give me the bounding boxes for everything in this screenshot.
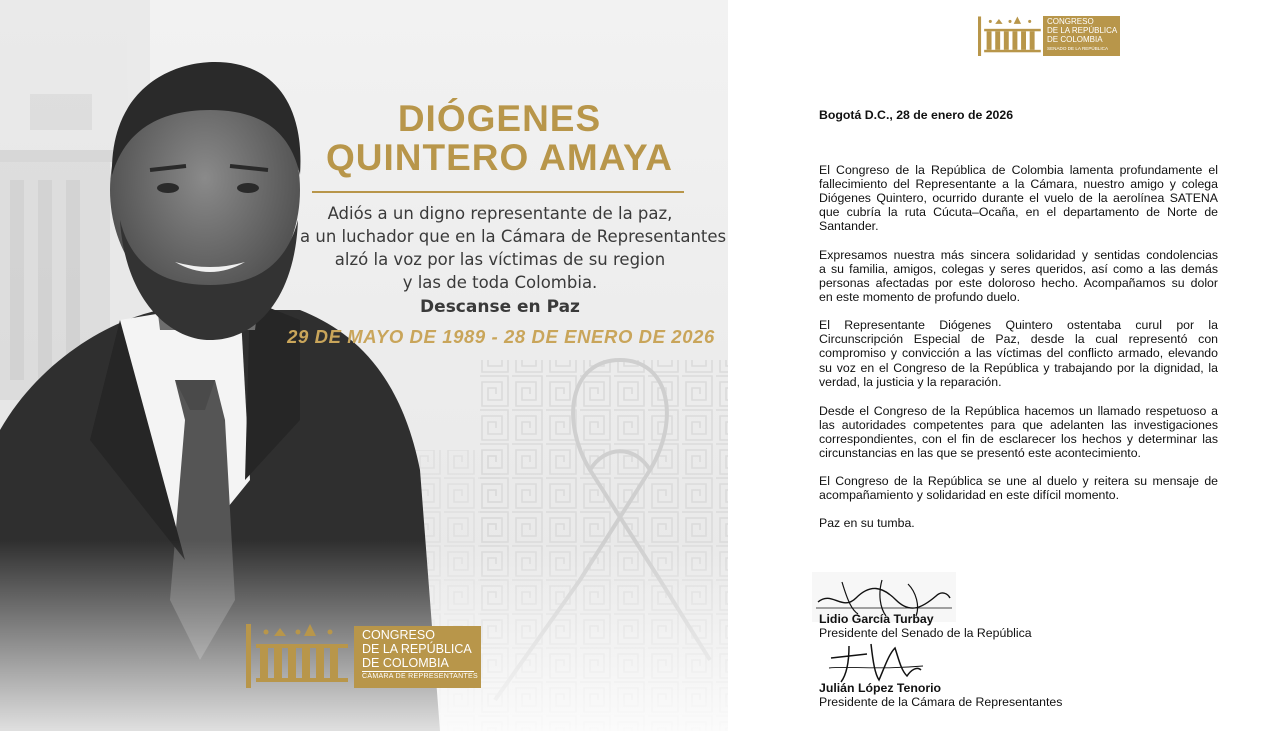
tribute-line: a un luchador que en la Cámara de Representantes xyxy=(300,227,727,246)
signatory-name: Julián López Tenorio xyxy=(819,681,942,695)
tribute-line: Adiós a un digno representante de la paz, xyxy=(327,204,673,223)
signatory-title: Presidente de la Cámara de Representantes xyxy=(819,695,1063,709)
letter-line: Circunscripción Especial de Paz, desde la cual representó con xyxy=(819,332,1218,346)
letter-line: en este momento de profundo duelo. xyxy=(819,290,1020,304)
logo-line3: DE COLOMBIA xyxy=(362,656,449,670)
letter-line: su voz en el Congreso de la República y trabajando por la dignidad, la xyxy=(819,361,1218,375)
letter-line: circunstancias en las que se presentó este acontecimiento. xyxy=(819,446,1141,460)
logo-line1: CONGRESO xyxy=(362,628,435,642)
logo-line2: DE LA REPÚBLICA xyxy=(362,642,472,656)
letter-line: a su familia, amigos, colegas y seres queridos, así como a las demás xyxy=(819,262,1218,276)
title-divider xyxy=(312,191,684,193)
letter-line: El Congreso de la República de Colombia lamenta profundamente el xyxy=(819,163,1218,177)
logo-label-box xyxy=(1043,16,1120,56)
letter-line: verdad, la justicia y la reparación. xyxy=(819,375,1002,389)
condolence-letter xyxy=(728,0,1280,731)
logo-subtitle: CÁMARA DE REPRESENTANTES xyxy=(362,673,478,680)
logo-line2: DE LA REPÚBLICA xyxy=(1047,26,1118,35)
letter-line: Diógenes Quintero, ocurrido durante el vuelo de la aerolínea SATENA xyxy=(819,191,1218,205)
signature-image xyxy=(827,640,927,686)
tribute-text xyxy=(300,202,727,294)
letter-line: acompañamiento y solidaridad en este difícil momento. xyxy=(819,488,1120,502)
signatory-title: Presidente del Senado de la República xyxy=(819,626,1032,640)
logo-subtitle: SENADO DE LA REPÚBLICA xyxy=(1047,46,1109,51)
letter-line: fallecimiento del Representante a la Cámara, nuestro amigo y colega xyxy=(819,177,1218,191)
senado-logo xyxy=(978,14,1120,56)
logo-line3: DE COLOMBIA xyxy=(1047,35,1103,44)
letter-line: las autoridades competentes para que adelanten las investigaciones xyxy=(819,418,1218,432)
letter-line: compromiso y convicción a las víctimas del conflicto armado, elevando xyxy=(819,346,1218,360)
letter-dateline: Bogotá D.C., 28 de enero de 2026 xyxy=(819,108,1014,122)
rest-in-peace: Descanse en Paz xyxy=(420,297,580,317)
letter-line: El Congreso de la República se une al duelo y reitera su mensaje de xyxy=(819,474,1218,488)
letter-line: El Representante Diógenes Quintero ostentaba curul por la xyxy=(819,318,1218,332)
signatory-name: Lidio García Turbay xyxy=(819,612,934,626)
tribute-line: alzó la voz por las víctimas de su region xyxy=(334,250,666,269)
memorial-name-line2: QUINTERO AMAYA xyxy=(325,137,674,178)
letter-line: correspondientes, con el fin de esclarecer los hechos y determinar las xyxy=(819,432,1218,446)
life-dates: 29 DE MAYO DE 1989 - 28 DE ENERO DE 2026 xyxy=(287,326,715,347)
letter-line: que cubría la ruta Cúcuta–Ocaña, en el departamento de Norte de xyxy=(819,205,1218,219)
logo-label-box xyxy=(354,626,481,688)
letter-line: Paz en su tumba. xyxy=(819,516,915,530)
logo-line1: CONGRESO xyxy=(1047,17,1094,26)
memorial-name-line1: DIÓGENES xyxy=(397,98,602,139)
capitol-emblem-icon xyxy=(246,620,350,688)
logo-divider xyxy=(362,671,474,672)
letter-line: Santander. xyxy=(819,219,879,233)
tribute-line: y las de toda Colombia. xyxy=(402,273,598,292)
letter-line: Expresamos nuestra más sincera solidaridad y sentidas condolencias xyxy=(819,248,1218,262)
letter-line: Desde el Congreso de la República hacemos un llamado respetuoso a xyxy=(819,404,1218,418)
letter-line: personas afectadas por este doloroso hecho. Acompañamos su dolor xyxy=(819,276,1218,290)
camara-logo xyxy=(246,620,482,688)
capitol-emblem-icon xyxy=(978,14,1042,56)
